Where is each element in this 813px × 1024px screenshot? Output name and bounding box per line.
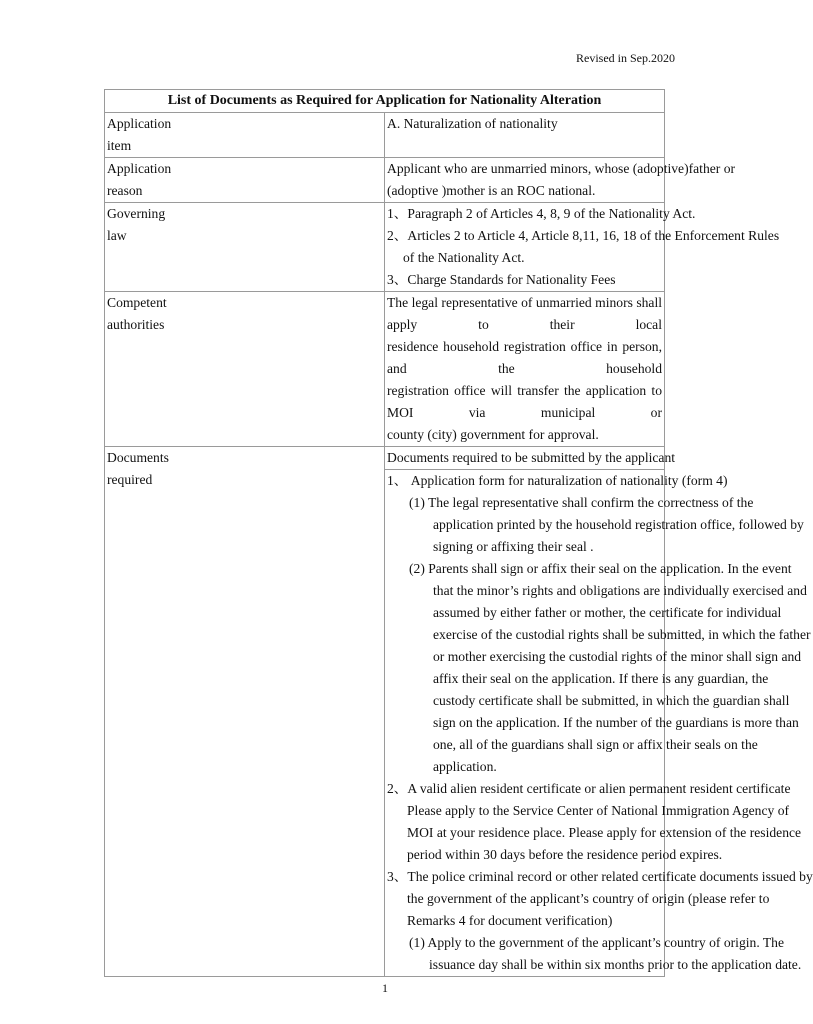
table-row — [105, 158, 665, 203]
text-line: sign on the application. If the number of the guardians is more than — [433, 715, 799, 730]
row-label — [105, 203, 385, 292]
row-value — [385, 447, 813, 977]
row-label-line: Application — [107, 116, 172, 131]
row-label-line: authorities — [107, 317, 165, 332]
row-value — [385, 292, 665, 447]
row-label-line: item — [107, 138, 132, 153]
text-line: Documents required to be submitted by the applicant — [387, 450, 676, 465]
row-value — [385, 113, 665, 158]
text-line: MOI at your residence place. Please apply for extension of the residence — [407, 825, 802, 840]
documents-subheader — [385, 447, 676, 470]
row-label — [105, 447, 385, 977]
text-line: county (city) government for approval. — [387, 427, 599, 442]
row-label-line: Documents — [107, 450, 169, 465]
row-label-line: required — [107, 472, 153, 487]
text-line: A. Naturalization of nationality — [387, 116, 558, 131]
text-line: or mother exercising the custodial rights of the minor shall sign and — [433, 649, 802, 664]
list-item: 3、The police criminal record or other related certificate documents issued by — [387, 869, 813, 884]
text-line: Remarks 4 for document verification) — [407, 913, 613, 928]
table-row — [105, 203, 665, 292]
documents-list — [385, 470, 813, 976]
table-row — [105, 113, 665, 158]
revision-note: Revised in Sep.2020 — [576, 51, 675, 65]
row-label — [105, 292, 385, 447]
text-line: application. — [433, 759, 497, 774]
text-line: of the Nationality Act. — [403, 250, 525, 265]
page-number: 1 — [382, 981, 388, 995]
row-label-line: Application — [107, 161, 172, 176]
text-line: the government of the applicant’s country of origin (please refer to — [407, 891, 770, 906]
text-line: exercise of the custodial rights shall be submitted, in which the father — [433, 627, 811, 642]
row-label — [105, 113, 385, 158]
text-line: application printed by the household registration office, followed by — [433, 517, 804, 532]
documents-table — [104, 89, 813, 977]
list-item: 2、A valid alien resident certificate or alien permanent resident certificate — [387, 781, 791, 796]
table-row — [105, 447, 665, 977]
row-label-line: law — [107, 228, 127, 243]
text-line: custody certificate shall be submitted, in which the guardian shall — [433, 693, 790, 708]
row-label — [105, 158, 385, 203]
text-line: that the minor’s rights and obligations are individually exercised and — [433, 583, 807, 598]
text-line: assumed by either father or mother, the certificate for individual — [433, 605, 782, 620]
text-line: (adoptive )mother is an ROC national. — [387, 183, 596, 198]
text-line: 3、Charge Standards for Nationality Fees — [387, 272, 616, 287]
text-line: 1、Paragraph 2 of Articles 4, 8, 9 of the Nationality Act. — [387, 206, 696, 221]
text-line: The legal representative of unmarried minors shall apply to their local — [387, 295, 662, 332]
list-item: (1) Apply to the government of the applicant’s country of origin. The — [409, 935, 785, 950]
text-line: signing or affixing their seal . — [433, 539, 594, 554]
text-line: residence household registration office in person, and the household — [387, 339, 662, 376]
list-item: (1) The legal representative shall confirm the correctness of the — [409, 495, 754, 510]
list-item: (2) Parents shall sign or affix their seal on the application. In the event — [409, 561, 792, 576]
list-item: 1、 Application form for naturalization of nationality (form 4) — [387, 473, 728, 488]
text-line: Applicant who are unmarried minors, whose (adoptive)father or — [387, 161, 736, 176]
row-label-line: Governing — [107, 206, 166, 221]
table-row — [105, 292, 665, 447]
table-title: List of Documents as Required for Application for Nationality Alteration — [105, 90, 665, 113]
row-value — [385, 158, 736, 203]
text-line: 2、Articles 2 to Article 4, Article 8,11, 16, 18 of the Enforcement Rules — [387, 228, 780, 243]
text-line: Please apply to the Service Center of National Immigration Agency of — [407, 803, 790, 818]
text-line: registration office will transfer the application to MOI via municipal or — [387, 383, 662, 420]
text-line: one, all of the guardians shall sign or affix their seals on the — [433, 737, 758, 752]
row-value — [385, 203, 780, 292]
text-line: issuance day shall be within six months prior to the application date. — [429, 957, 802, 972]
row-label-line: Competent — [107, 295, 167, 310]
table-title-row — [105, 90, 665, 113]
row-label-line: reason — [107, 183, 143, 198]
text-line: affix their seal on the application. If there is any guardian, the — [433, 671, 769, 686]
text-line: period within 30 days before the residence period expires. — [407, 847, 723, 862]
